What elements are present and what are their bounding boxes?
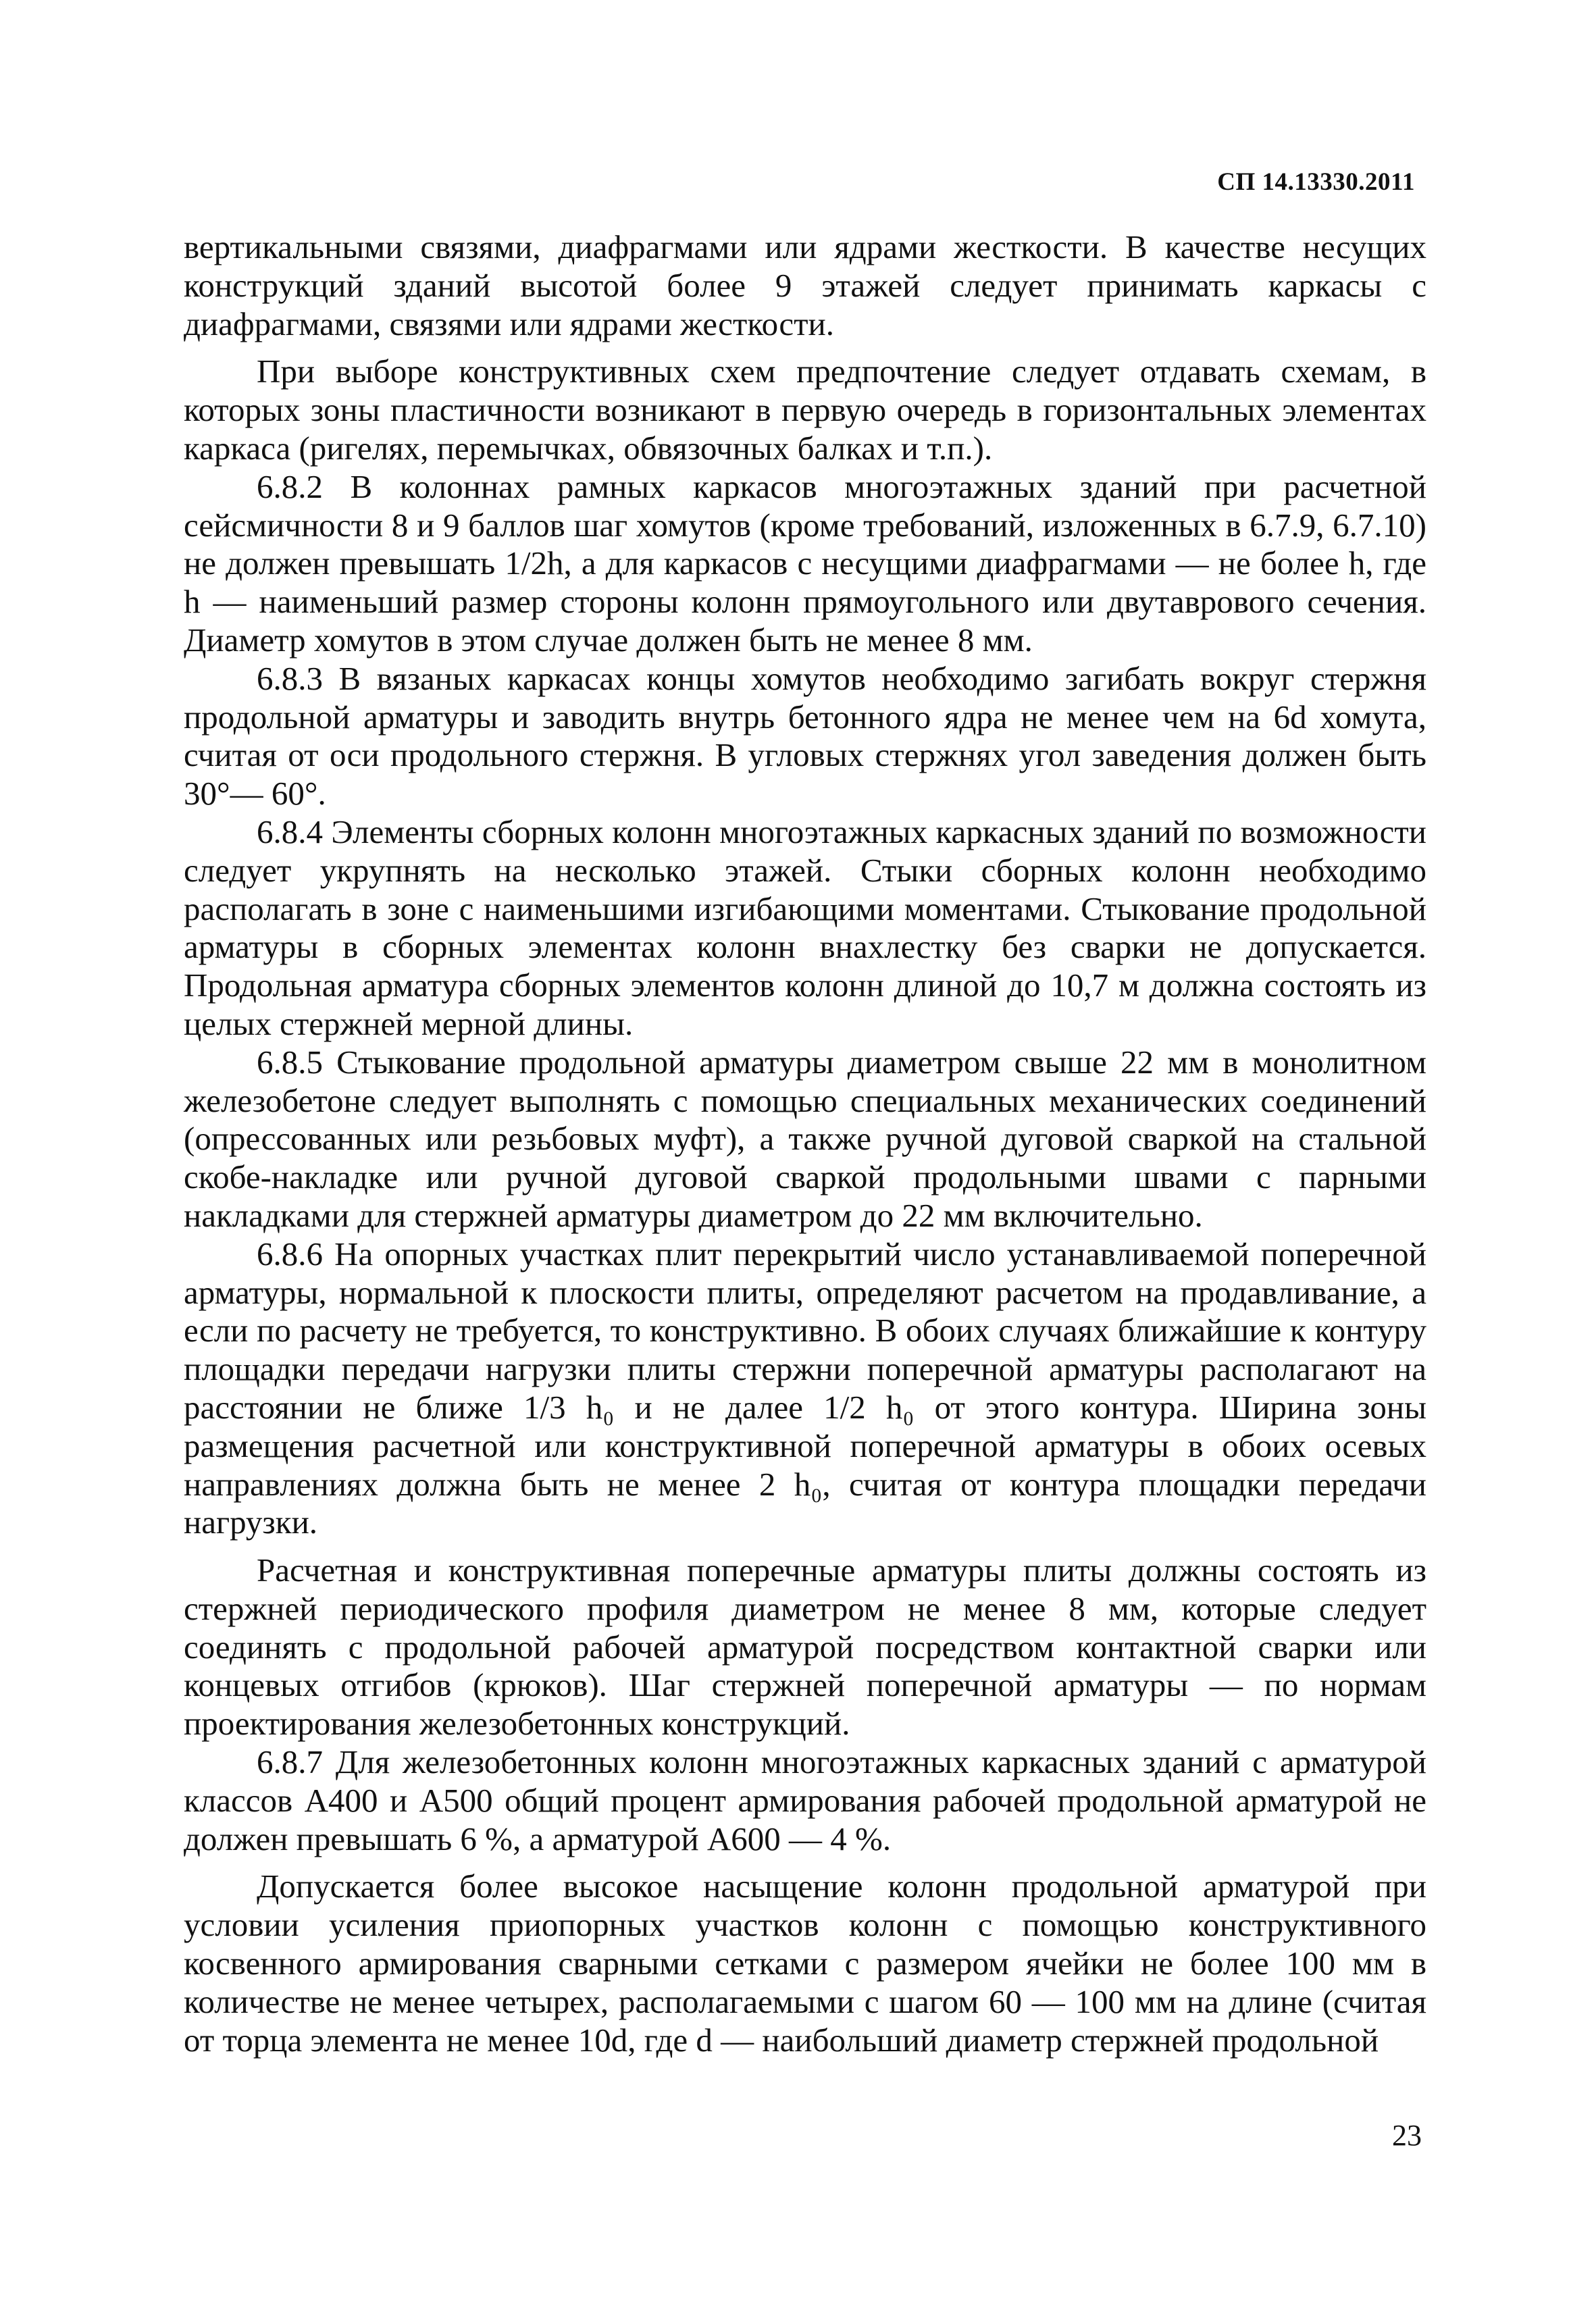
paragraph-higher-saturation: Допускается более высокое насыщение колонн продольной арматурой при условии усиления приопорных участков колонн с помощью конструктивного косвенного армирования сварными сетками с размером ячейки не более 100 мм в количестве не менее четырех, располагаемыми с шагом 60 — 100 мм на длине (считая от торца элемента не менее 10d, где d — наибольший диаметр стержней продольной <box>184 1868 1426 2059</box>
paragraph-6-8-3: 6.8.3 В вязаных каркасах концы хомутов необходимо загибать вокруг стержня продольной арматуры и заводить внутрь бетонного ядра не менее чем на 6d хомута, считая от оси продольного стержня. В угловых стержнях угол заведения должен быть 30°— 60°. <box>184 659 1426 813</box>
paragraph-6-8-2: 6.8.2 В колоннах рамных каркасов многоэтажных зданий при расчетной сейсмичности 8 и 9 баллов шаг хомутов (кроме требований, изложенных в 6.7.9, 6.7.10) не должен превышать 1/2h, а для каркасов с несущими диафрагмами — не более h, где h — наименьший размер стороны колонн прямоугольного или двутаврового сечения. Диаметр хомутов в этом случае должен быть не менее 8 мм. <box>184 467 1426 659</box>
paragraph-6-8-5: 6.8.5 Стыкование продольной арматуры диаметром свыше 22 мм в монолитном железобетоне следует выполнять с помощью специальных механических соединений (опрессованных или резьбовых муфт), а также ручной дуговой сваркой на стальной скобе-накладке или ручной дуговой сваркой продольными швами с парными накладками для стержней арматуры диаметром до 22 мм включительно. <box>184 1043 1426 1234</box>
page-number: 23 <box>1392 2119 1422 2152</box>
document-code-header: СП 14.13330.2011 <box>1217 168 1415 196</box>
paragraph-6-8-7: 6.8.7 Для железобетонных колонн многоэтажных каркасных зданий с арматурой классов А400 и А500 общий процент армирования рабочей продольной арматурой не должен превышать 6 %, а арматурой А600 — 4 %. <box>184 1743 1426 1857</box>
paragraph-6-8-4: 6.8.4 Элементы сборных колонн многоэтажных каркасных зданий по возможности следует укрупнять на несколько этажей. Стыки сборных колонн необходимо располагать в зоне с наименьшими изгибающими моментами. Стыкование продольной арматуры в сборных элементах колонн внахлестку без сварки не допускается. Продольная арматура сборных элементов колонн длиной до 10,7 м должна состоять из целых стержней мерной длины. <box>184 813 1426 1042</box>
paragraph-continuation: вертикальными связями, диафрагмами или ядрами жесткости. В качестве несущих конструкций зданий высотой более 9 этажей следует принимать каркасы с диафрагмами, связями или ядрами жесткости. <box>184 228 1426 342</box>
paragraph-transverse-reinforcement: Расчетная и конструктивная поперечные арматуры плиты должны состоять из стержней периодического профиля диаметром не менее 8 мм, которые следует соединять с продольной рабочей арматурой посредством контактной сварки или концевых отгибов (крюков). Шаг стержней поперечной арматуры — по нормам проектирования железобетонных конструкций. <box>184 1551 1426 1743</box>
paragraph-structural-schemes: При выборе конструктивных схем предпочтение следует отдавать схемам, в которых зоны пластичности возникают в первую очередь в горизонтальных элементах каркаса (ригелях, перемычках, обвязочных балках и т.п.). <box>184 353 1426 467</box>
paragraph-6-8-6: 6.8.6 На опорных участках плит перекрытий число устанавливаемой поперечной арматуры, нормальной к плоскости плиты, определяют расчетом на продавливание, а если по расчету не требуется, то конструктивно. В обоих случаях ближайшие к контуру площадки передачи нагрузки плиты стержни поперечной арматуры располагают на расстоянии не ближе 1/3 h₀ и не далее 1/2 h₀ от этого контура. Ширина зоны размещения расчетной или конструктивной поперечной арматуры в обоих осевых направлениях должна быть не менее 2 h₀, считая от контура площадки передачи нагрузки. <box>184 1235 1426 1541</box>
document-body <box>184 228 1426 2059</box>
